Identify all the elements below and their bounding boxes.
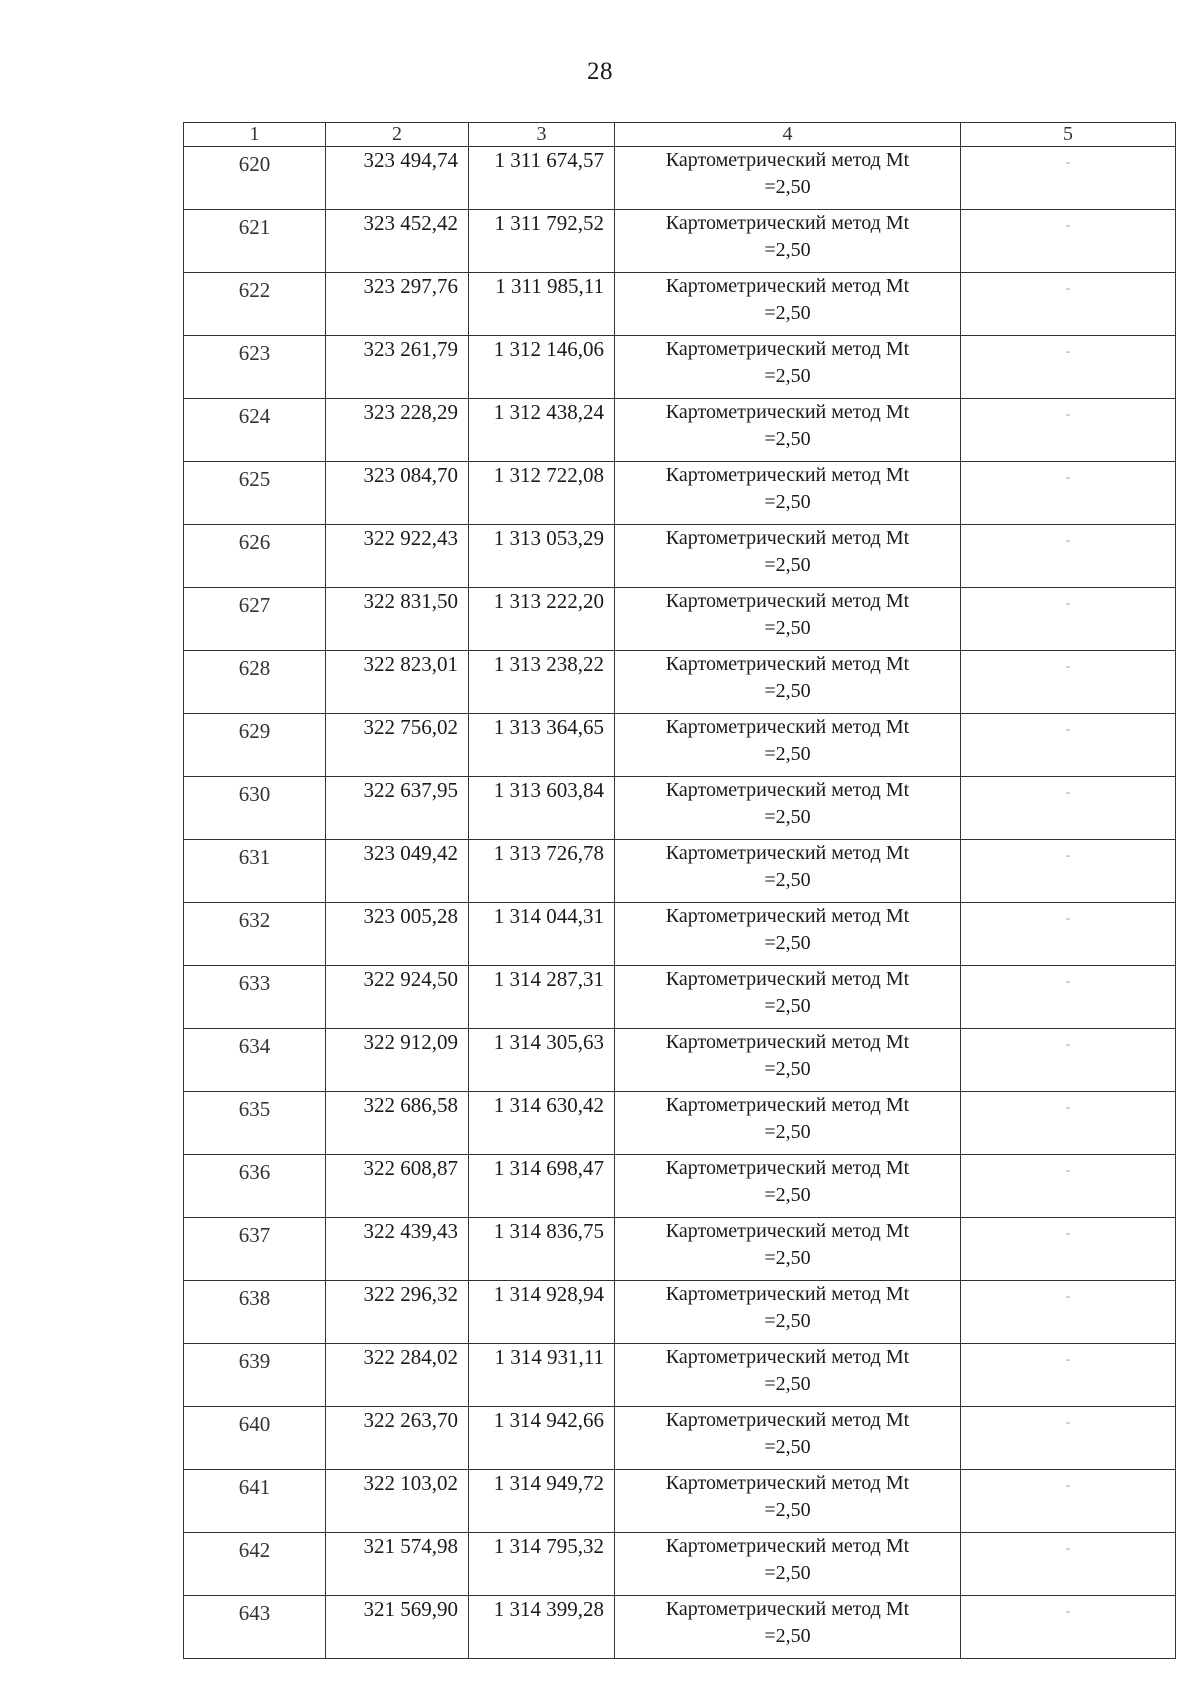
table-row xyxy=(184,399,1176,462)
y-coordinate-cell: 1 314 942,66 xyxy=(469,1407,615,1470)
note-cell: - xyxy=(961,1596,1176,1659)
y-coordinate-cell: 1 312 438,24 xyxy=(469,399,615,462)
table-row xyxy=(184,273,1176,336)
note-cell: - xyxy=(961,840,1176,903)
method-text: Картометрический метод Mt xyxy=(665,1094,910,1116)
accuracy-value: =2,50 xyxy=(764,680,811,702)
y-coordinate-cell: 1 314 287,31 xyxy=(469,966,615,1029)
accuracy-value: =2,50 xyxy=(764,932,811,954)
method-cell xyxy=(615,714,961,777)
point-number-cell: 637 xyxy=(184,1218,326,1281)
method-cell xyxy=(615,777,961,840)
y-coordinate-cell: 1 314 630,42 xyxy=(469,1092,615,1155)
table-row xyxy=(184,966,1176,1029)
accuracy-value: =2,50 xyxy=(764,869,811,891)
x-coordinate-cell: 322 637,95 xyxy=(326,777,469,840)
accuracy-value: =2,50 xyxy=(764,176,811,198)
header-cell: 3 xyxy=(469,123,615,147)
x-coordinate-cell: 321 574,98 xyxy=(326,1533,469,1596)
accuracy-value: =2,50 xyxy=(764,1184,811,1206)
coordinates-table-container xyxy=(183,122,1175,1659)
accuracy-value: =2,50 xyxy=(764,554,811,576)
table-row xyxy=(184,147,1176,210)
table-row xyxy=(184,1155,1176,1218)
note-cell: - xyxy=(961,525,1176,588)
note-cell: - xyxy=(961,966,1176,1029)
accuracy-value: =2,50 xyxy=(764,302,811,324)
method-cell xyxy=(615,1155,961,1218)
header-row xyxy=(184,123,1176,147)
table-row xyxy=(184,1533,1176,1596)
point-number-cell: 643 xyxy=(184,1596,326,1659)
point-number-cell: 627 xyxy=(184,588,326,651)
note-cell: - xyxy=(961,777,1176,840)
method-cell xyxy=(615,588,961,651)
x-coordinate-cell: 323 049,42 xyxy=(326,840,469,903)
table-row xyxy=(184,840,1176,903)
x-coordinate-cell: 323 261,79 xyxy=(326,336,469,399)
x-coordinate-cell: 322 439,43 xyxy=(326,1218,469,1281)
accuracy-value: =2,50 xyxy=(764,617,811,639)
point-number-cell: 633 xyxy=(184,966,326,1029)
note-cell: - xyxy=(961,1029,1176,1092)
method-text: Картометрический метод Mt xyxy=(665,1283,910,1305)
point-number-cell: 630 xyxy=(184,777,326,840)
x-coordinate-cell: 322 756,02 xyxy=(326,714,469,777)
y-coordinate-cell: 1 313 238,22 xyxy=(469,651,615,714)
accuracy-value: =2,50 xyxy=(764,1373,811,1395)
point-number-cell: 621 xyxy=(184,210,326,273)
method-cell xyxy=(615,1596,961,1659)
x-coordinate-cell: 322 686,58 xyxy=(326,1092,469,1155)
method-cell xyxy=(615,1092,961,1155)
table-header xyxy=(184,123,1176,147)
method-cell xyxy=(615,399,961,462)
method-text: Картометрический метод Mt xyxy=(665,590,910,612)
method-text: Картометрический метод Mt xyxy=(665,1031,910,1053)
y-coordinate-cell: 1 312 146,06 xyxy=(469,336,615,399)
note-cell: - xyxy=(961,336,1176,399)
method-text: Картометрический метод Mt xyxy=(665,1409,910,1431)
y-coordinate-cell: 1 311 985,11 xyxy=(469,273,615,336)
note-cell: - xyxy=(961,903,1176,966)
method-cell xyxy=(615,336,961,399)
method-cell xyxy=(615,1407,961,1470)
accuracy-value: =2,50 xyxy=(764,1499,811,1521)
note-cell: - xyxy=(961,1407,1176,1470)
x-coordinate-cell: 322 296,32 xyxy=(326,1281,469,1344)
table-row xyxy=(184,588,1176,651)
x-coordinate-cell: 322 608,87 xyxy=(326,1155,469,1218)
note-cell: - xyxy=(961,1155,1176,1218)
y-coordinate-cell: 1 314 305,63 xyxy=(469,1029,615,1092)
point-number-cell: 631 xyxy=(184,840,326,903)
page-number: 28 xyxy=(587,58,613,85)
method-cell xyxy=(615,1533,961,1596)
method-cell xyxy=(615,840,961,903)
method-text: Картометрический метод Mt xyxy=(665,968,910,990)
method-text: Картометрический метод Mt xyxy=(665,275,910,297)
method-text: Картометрический метод Mt xyxy=(665,401,910,423)
table-row xyxy=(184,462,1176,525)
note-cell: - xyxy=(961,714,1176,777)
point-number-cell: 632 xyxy=(184,903,326,966)
method-cell xyxy=(615,966,961,1029)
x-coordinate-cell: 323 297,76 xyxy=(326,273,469,336)
x-coordinate-cell: 322 912,09 xyxy=(326,1029,469,1092)
method-text: Картометрический метод Mt xyxy=(665,1472,910,1494)
method-text: Картометрический метод Mt xyxy=(665,905,910,927)
point-number-cell: 642 xyxy=(184,1533,326,1596)
accuracy-value: =2,50 xyxy=(764,1562,811,1584)
table-row xyxy=(184,210,1176,273)
point-number-cell: 626 xyxy=(184,525,326,588)
y-coordinate-cell: 1 313 603,84 xyxy=(469,777,615,840)
x-coordinate-cell: 322 263,70 xyxy=(326,1407,469,1470)
header-cell: 4 xyxy=(615,123,961,147)
y-coordinate-cell: 1 313 726,78 xyxy=(469,840,615,903)
accuracy-value: =2,50 xyxy=(764,365,811,387)
y-coordinate-cell: 1 313 222,20 xyxy=(469,588,615,651)
table-row xyxy=(184,1470,1176,1533)
point-number-cell: 634 xyxy=(184,1029,326,1092)
table-row xyxy=(184,651,1176,714)
y-coordinate-cell: 1 313 053,29 xyxy=(469,525,615,588)
method-cell xyxy=(615,1470,961,1533)
method-text: Картометрический метод Mt xyxy=(665,212,910,234)
point-number-cell: 639 xyxy=(184,1344,326,1407)
table-row xyxy=(184,336,1176,399)
y-coordinate-cell: 1 314 836,75 xyxy=(469,1218,615,1281)
point-number-cell: 635 xyxy=(184,1092,326,1155)
note-cell: - xyxy=(961,1470,1176,1533)
x-coordinate-cell: 321 569,90 xyxy=(326,1596,469,1659)
method-text: Картометрический метод Mt xyxy=(665,1220,910,1242)
table-body xyxy=(184,147,1176,1659)
point-number-cell: 640 xyxy=(184,1407,326,1470)
point-number-cell: 623 xyxy=(184,336,326,399)
accuracy-value: =2,50 xyxy=(764,1058,811,1080)
note-cell: - xyxy=(961,1092,1176,1155)
x-coordinate-cell: 322 103,02 xyxy=(326,1470,469,1533)
point-number-cell: 636 xyxy=(184,1155,326,1218)
table-row xyxy=(184,1596,1176,1659)
method-cell xyxy=(615,210,961,273)
x-coordinate-cell: 323 084,70 xyxy=(326,462,469,525)
method-cell xyxy=(615,1344,961,1407)
table-row xyxy=(184,1092,1176,1155)
point-number-cell: 628 xyxy=(184,651,326,714)
table-row xyxy=(184,714,1176,777)
y-coordinate-cell: 1 314 698,47 xyxy=(469,1155,615,1218)
note-cell: - xyxy=(961,1533,1176,1596)
method-text: Картометрический метод Mt xyxy=(665,464,910,486)
accuracy-value: =2,50 xyxy=(764,995,811,1017)
note-cell: - xyxy=(961,1218,1176,1281)
method-cell xyxy=(615,903,961,966)
x-coordinate-cell: 323 228,29 xyxy=(326,399,469,462)
x-coordinate-cell: 322 284,02 xyxy=(326,1344,469,1407)
method-cell xyxy=(615,1281,961,1344)
x-coordinate-cell: 322 831,50 xyxy=(326,588,469,651)
header-cell: 2 xyxy=(326,123,469,147)
method-text: Картометрический метод Mt xyxy=(665,653,910,675)
point-number-cell: 620 xyxy=(184,147,326,210)
y-coordinate-cell: 1 314 399,28 xyxy=(469,1596,615,1659)
method-text: Картометрический метод Mt xyxy=(665,716,910,738)
table-row xyxy=(184,525,1176,588)
note-cell: - xyxy=(961,399,1176,462)
point-number-cell: 622 xyxy=(184,273,326,336)
y-coordinate-cell: 1 314 949,72 xyxy=(469,1470,615,1533)
method-cell xyxy=(615,1029,961,1092)
point-number-cell: 641 xyxy=(184,1470,326,1533)
x-coordinate-cell: 323 494,74 xyxy=(326,147,469,210)
accuracy-value: =2,50 xyxy=(764,1436,811,1458)
x-coordinate-cell: 322 823,01 xyxy=(326,651,469,714)
method-text: Картометрический метод Mt xyxy=(665,842,910,864)
method-cell xyxy=(615,147,961,210)
method-cell xyxy=(615,651,961,714)
method-text: Картометрический метод Mt xyxy=(665,1535,910,1557)
method-text: Картометрический метод Mt xyxy=(665,338,910,360)
table-row xyxy=(184,1029,1176,1092)
x-coordinate-cell: 322 922,43 xyxy=(326,525,469,588)
accuracy-value: =2,50 xyxy=(764,1625,811,1647)
note-cell: - xyxy=(961,462,1176,525)
table-row xyxy=(184,777,1176,840)
x-coordinate-cell: 323 452,42 xyxy=(326,210,469,273)
table-row xyxy=(184,1344,1176,1407)
method-text: Картометрический метод Mt xyxy=(665,1346,910,1368)
method-cell xyxy=(615,525,961,588)
y-coordinate-cell: 1 314 795,32 xyxy=(469,1533,615,1596)
header-cell: 5 xyxy=(961,123,1176,147)
point-number-cell: 625 xyxy=(184,462,326,525)
note-cell: - xyxy=(961,147,1176,210)
note-cell: - xyxy=(961,210,1176,273)
coordinates-table xyxy=(183,122,1176,1659)
method-cell xyxy=(615,462,961,525)
accuracy-value: =2,50 xyxy=(764,239,811,261)
method-text: Картометрический метод Mt xyxy=(665,1598,910,1620)
y-coordinate-cell: 1 311 792,52 xyxy=(469,210,615,273)
y-coordinate-cell: 1 314 044,31 xyxy=(469,903,615,966)
x-coordinate-cell: 322 924,50 xyxy=(326,966,469,1029)
method-cell xyxy=(615,1218,961,1281)
x-coordinate-cell: 323 005,28 xyxy=(326,903,469,966)
point-number-cell: 638 xyxy=(184,1281,326,1344)
header-cell: 1 xyxy=(184,123,326,147)
method-text: Картометрический метод Mt xyxy=(665,1157,910,1179)
accuracy-value: =2,50 xyxy=(764,491,811,513)
table-row xyxy=(184,903,1176,966)
accuracy-value: =2,50 xyxy=(764,428,811,450)
y-coordinate-cell: 1 312 722,08 xyxy=(469,462,615,525)
table-row xyxy=(184,1407,1176,1470)
table-row xyxy=(184,1218,1176,1281)
accuracy-value: =2,50 xyxy=(764,806,811,828)
note-cell: - xyxy=(961,1281,1176,1344)
note-cell: - xyxy=(961,273,1176,336)
note-cell: - xyxy=(961,1344,1176,1407)
y-coordinate-cell: 1 313 364,65 xyxy=(469,714,615,777)
method-cell xyxy=(615,273,961,336)
method-text: Картометрический метод Mt xyxy=(665,779,910,801)
method-text: Картометрический метод Mt xyxy=(665,527,910,549)
point-number-cell: 624 xyxy=(184,399,326,462)
y-coordinate-cell: 1 314 928,94 xyxy=(469,1281,615,1344)
accuracy-value: =2,50 xyxy=(764,1310,811,1332)
accuracy-value: =2,50 xyxy=(764,1121,811,1143)
note-cell: - xyxy=(961,588,1176,651)
table-row xyxy=(184,1281,1176,1344)
point-number-cell: 629 xyxy=(184,714,326,777)
accuracy-value: =2,50 xyxy=(764,743,811,765)
y-coordinate-cell: 1 314 931,11 xyxy=(469,1344,615,1407)
accuracy-value: =2,50 xyxy=(764,1247,811,1269)
method-text: Картометрический метод Mt xyxy=(665,149,910,171)
y-coordinate-cell: 1 311 674,57 xyxy=(469,147,615,210)
note-cell: - xyxy=(961,651,1176,714)
